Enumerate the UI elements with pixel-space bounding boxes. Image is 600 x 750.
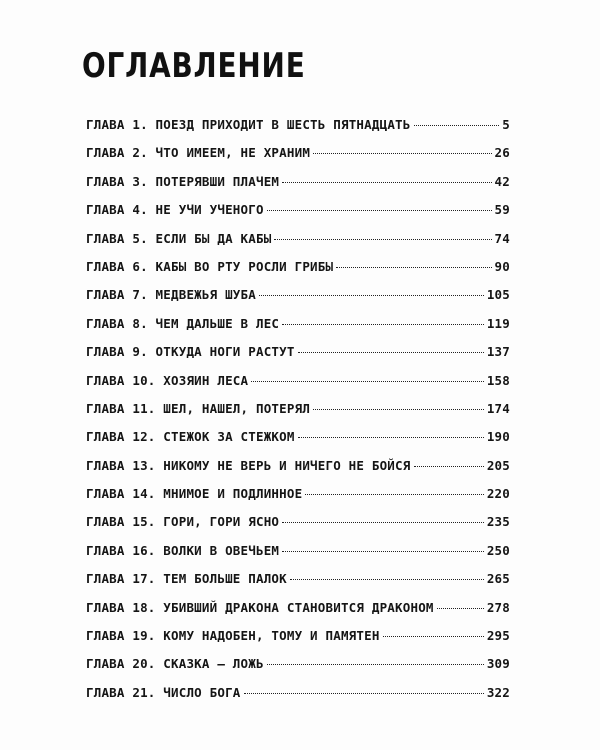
- entry-text: [86, 316, 279, 331]
- page-number: 90: [494, 258, 510, 274]
- page-number: 265: [486, 571, 510, 587]
- chapter-label: ГЛАВА 15.: [86, 514, 156, 530]
- entry-text: [86, 202, 264, 217]
- chapter-label: ГЛАВА 7.: [86, 287, 148, 303]
- chapter-title: КОМУ НАДОБЕН, ТОМУ И ПАМЯТЕН: [163, 628, 380, 644]
- dot-leader: [414, 125, 500, 126]
- chapter-label: ГЛАВА 2.: [86, 145, 148, 161]
- dot-leader: [282, 324, 484, 325]
- chapter-title: ШЕЛ, НАШЕЛ, ПОТЕРЯЛ: [163, 400, 311, 416]
- entry-text: [86, 259, 333, 274]
- chapter-title: ОТКУДА НОГИ РАСТУТ: [155, 344, 295, 360]
- dot-leader: [290, 579, 484, 580]
- toc-entry: [86, 429, 510, 457]
- chapter-label: ГЛАВА 6.: [86, 258, 148, 274]
- toc-entry: [86, 628, 510, 656]
- dot-leader: [305, 494, 483, 495]
- dot-leader: [298, 437, 484, 438]
- chapter-title: ПОЕЗД ПРИХОДИТ В ШЕСТЬ ПЯТНАДЦАТЬ: [155, 117, 411, 132]
- chapter-title: ХОЗЯИН ЛЕСА: [163, 372, 249, 388]
- entry-text: [86, 287, 256, 302]
- entry-text: [86, 458, 411, 473]
- chapter-title: МЕДВЕЖЬЯ ШУБА: [155, 287, 256, 303]
- page-number: 278: [486, 599, 510, 615]
- dot-leader: [267, 664, 484, 665]
- toc-entry: [86, 344, 510, 372]
- chapter-title: ЧИСЛО БОГА: [163, 684, 241, 700]
- page-number: 309: [486, 656, 510, 672]
- entry-text: [86, 656, 264, 671]
- entry-text: [86, 486, 302, 501]
- entry-text: [86, 685, 241, 700]
- chapter-label: ГЛАВА 14.: [86, 486, 156, 502]
- chapter-label: ГЛАВА 19.: [86, 628, 156, 644]
- dot-leader: [274, 239, 491, 240]
- table-of-contents: [86, 117, 510, 713]
- page-number: 105: [486, 287, 510, 303]
- toc-entry: [86, 117, 510, 145]
- chapter-label: ГЛАВА 16.: [86, 542, 156, 558]
- dot-leader: [336, 267, 491, 268]
- page-number: 119: [486, 315, 510, 331]
- page-number: 190: [486, 429, 510, 445]
- entry-text: [86, 117, 411, 132]
- dot-leader: [282, 182, 491, 183]
- page-number: 205: [486, 457, 510, 473]
- dot-leader: [282, 522, 484, 523]
- page-number: 174: [486, 400, 510, 416]
- chapter-title: ЧЕМ ДАЛЬШЕ В ЛЕС: [155, 315, 280, 331]
- dot-leader: [414, 466, 484, 467]
- page-number: 158: [486, 372, 510, 388]
- entry-text: [86, 231, 271, 246]
- entry-text: [86, 600, 434, 615]
- toc-entry: [86, 231, 510, 259]
- page-number: 59: [494, 202, 510, 218]
- chapter-title: СКАЗКА — ЛОЖЬ: [163, 656, 264, 672]
- dot-leader: [244, 693, 484, 694]
- chapter-title: НЕ УЧИ УЧЕНОГО: [155, 202, 264, 218]
- toc-entry: [86, 486, 510, 514]
- dot-leader: [259, 295, 484, 296]
- chapter-label: ГЛАВА 17.: [86, 571, 156, 587]
- entry-text: [86, 514, 279, 529]
- page-number: 5: [502, 117, 510, 132]
- toc-entry: [86, 259, 510, 287]
- chapter-title: СТЕЖОК ЗА СТЕЖКОМ: [163, 429, 295, 445]
- page-number: 137: [486, 344, 510, 360]
- chapter-title: КАБЫ ВО РТУ РОСЛИ ГРИБЫ: [155, 258, 334, 274]
- page-number: 250: [486, 542, 510, 558]
- chapter-title: ТЕМ БОЛЬШЕ ПАЛОК: [163, 571, 287, 587]
- dot-leader: [313, 409, 484, 410]
- chapter-label: ГЛАВА 12.: [86, 429, 156, 445]
- chapter-label: ГЛАВА 20.: [86, 656, 156, 672]
- page-number: 235: [486, 514, 510, 530]
- dot-leader: [251, 381, 484, 382]
- page-number: 295: [486, 628, 510, 644]
- chapter-title: МНИМОЕ И ПОДЛИННОЕ: [163, 486, 303, 502]
- dot-leader: [267, 210, 492, 211]
- chapter-label: ГЛАВА 3.: [86, 173, 148, 189]
- entry-text: [86, 543, 279, 558]
- entry-text: [86, 145, 310, 160]
- dot-leader: [383, 636, 484, 637]
- chapter-label: ГЛАВА 8.: [86, 315, 148, 331]
- chapter-label: ГЛАВА 11.: [86, 400, 156, 416]
- chapter-title: УБИВШИЙ ДРАКОНА СТАНОВИТСЯ ДРАКОНОМ: [163, 599, 434, 615]
- entry-text: [86, 628, 380, 643]
- dot-leader: [437, 608, 484, 609]
- toc-entry: [86, 202, 510, 230]
- entry-text: [86, 429, 295, 444]
- chapter-title: ПОТЕРЯВШИ ПЛАЧЕМ: [155, 173, 280, 189]
- page-title: ОГЛАВЛЕНИЕ: [82, 46, 306, 86]
- chapter-title: НИКОМУ НЕ ВЕРЬ И НИЧЕГО НЕ БОЙСЯ: [163, 457, 411, 473]
- entry-text: [86, 401, 310, 416]
- toc-entry: [86, 514, 510, 542]
- entry-text: [86, 344, 295, 359]
- chapter-label: ГЛАВА 5.: [86, 230, 148, 246]
- page-number: 42: [494, 173, 510, 189]
- toc-entry: [86, 685, 510, 713]
- dot-leader: [282, 551, 484, 552]
- toc-entry: [86, 373, 510, 401]
- toc-entry: [86, 600, 510, 628]
- toc-entry: [86, 145, 510, 173]
- page-number: 220: [486, 486, 510, 502]
- chapter-label: ГЛАВА 10.: [86, 372, 156, 388]
- toc-entry: [86, 458, 510, 486]
- chapter-label: ГЛАВА 4.: [86, 202, 148, 218]
- toc-entry: [86, 543, 510, 571]
- chapter-title: ЧТО ИМЕЕМ, НЕ ХРАНИМ: [155, 145, 311, 161]
- entry-text: [86, 373, 248, 388]
- chapter-title: ВОЛКИ В ОВЕЧЬЕМ: [163, 542, 280, 558]
- toc-entry: [86, 571, 510, 599]
- entry-text: [86, 174, 279, 189]
- toc-entry: [86, 174, 510, 202]
- dot-leader: [313, 153, 491, 154]
- chapter-label: ГЛАВА 13.: [86, 457, 156, 473]
- page-number: 322: [486, 684, 510, 700]
- chapter-title: ГОРИ, ГОРИ ЯСНО: [163, 514, 280, 530]
- toc-entry: [86, 287, 510, 315]
- chapter-label: ГЛАВА 18.: [86, 599, 156, 615]
- toc-entry: [86, 316, 510, 344]
- chapter-label: ГЛАВА 1.: [86, 117, 148, 132]
- page-number: 74: [494, 230, 510, 246]
- chapter-title: ЕСЛИ БЫ ДА КАБЫ: [155, 230, 272, 246]
- entry-text: [86, 571, 287, 586]
- chapter-label: ГЛАВА 9.: [86, 344, 148, 360]
- toc-entry: [86, 401, 510, 429]
- chapter-label: ГЛАВА 21.: [86, 684, 156, 700]
- toc-entry: [86, 656, 510, 684]
- page-number: 26: [494, 145, 510, 161]
- dot-leader: [298, 352, 484, 353]
